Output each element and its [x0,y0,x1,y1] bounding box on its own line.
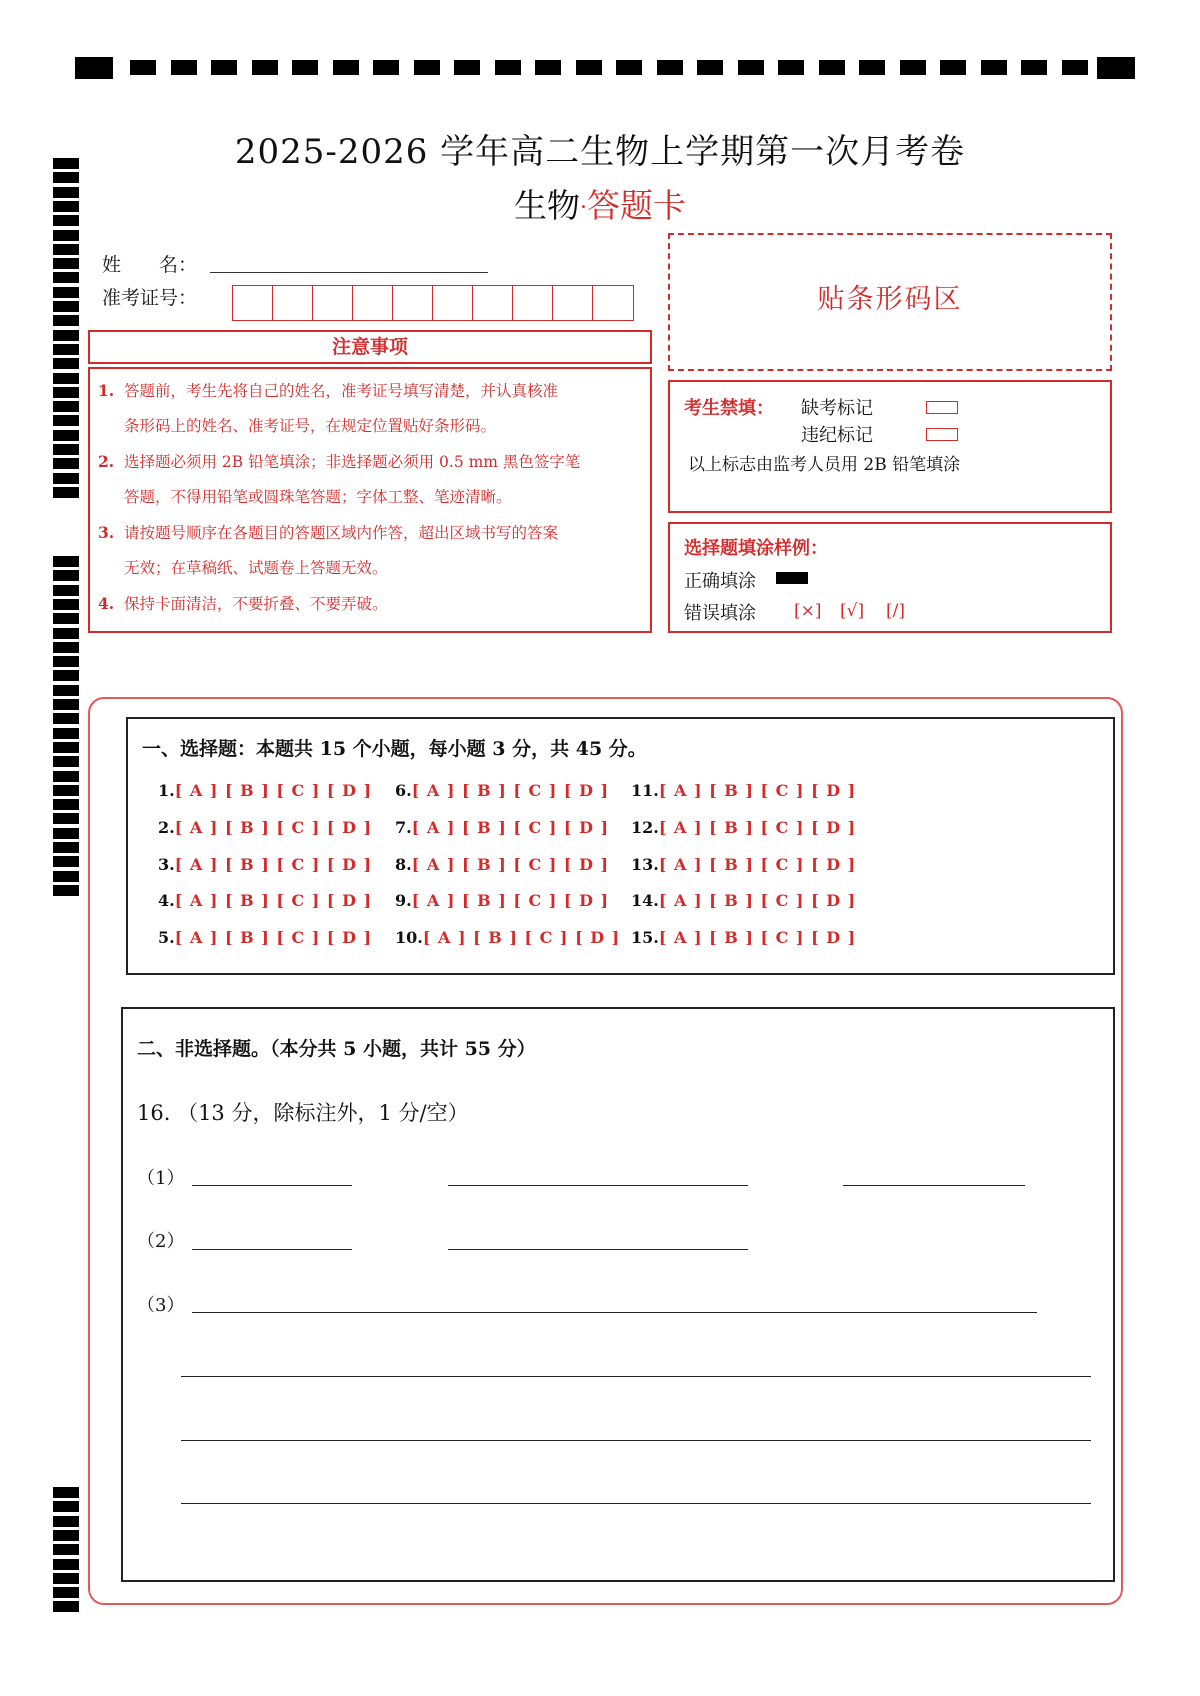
id-digit-box[interactable] [433,286,473,320]
question-number: 3. [158,855,175,874]
timing-mark [53,713,79,724]
note-item: 2. 选择题必须用 2B 铅笔填涂；非选择题必须用 0.5 mm 黑色签字笔 答题，不得用铅笔或圆珠笔答题；字体工整、笔迹清晰。 [98,452,581,506]
wrong-sample-slash: [/] [886,601,905,621]
id-digit-box[interactable] [353,286,393,320]
timing-mark [657,60,683,75]
timing-mark [53,373,79,384]
timing-mark [697,60,723,75]
timing-mark [53,487,79,498]
timing-mark [53,1573,79,1584]
choice-question[interactable] [158,855,372,874]
timing-mark [292,60,318,75]
timing-mark [53,570,79,581]
answer-options[interactable]: [ A ] [ B ] [ C ] [ D ] [658,928,857,947]
timing-mark [53,1544,79,1555]
timing-mark [252,60,278,75]
timing-mark [53,685,79,696]
timing-mark [454,60,480,75]
top-timing-marks [75,57,1135,79]
question-number: 15. [631,928,659,947]
section-written-title: 二、非选择题。（本分共 5 小题，共计 55 分） [137,1038,536,1060]
note-item: 1. 答题前，考生先将自己的姓名，准考证号填写清楚，并认真核准 条形码上的姓名、准考证号，在规定位置贴好条形码。 [98,381,559,435]
answer-options[interactable]: [ A ] [ B ] [ C ] [ D ] [411,891,610,910]
timing-mark [1062,60,1088,75]
choice-question[interactable] [631,818,856,837]
answer-line[interactable] [192,1249,352,1250]
notes-box [88,367,652,633]
timing-mark [75,57,113,79]
timing-mark [53,885,79,896]
timing-mark [53,244,79,255]
timing-mark [53,585,79,596]
timing-mark [53,330,79,341]
id-digit-box[interactable] [593,286,633,320]
choice-question[interactable] [158,928,372,947]
answer-options[interactable]: [ A ] [ B ] [ C ] [ D ] [411,818,610,837]
timing-mark [53,828,79,839]
id-digit-box[interactable] [313,286,353,320]
violation-mark-label: 违纪标记 [801,425,873,446]
section-written [121,1007,1115,1582]
question-number: 4. [158,891,175,910]
proctor-label: 考生禁填： [684,398,774,419]
timing-mark [53,756,79,767]
barcode-area: 贴条形码区 [668,233,1112,371]
timing-mark [778,60,804,75]
timing-mark [616,60,642,75]
answer-options[interactable]: [ A ] [ B ] [ C ] [ D ] [411,781,610,800]
timing-mark [333,60,359,75]
section-choice-title: 一、选择题：本题共 15 个小题，每小题 3 分，共 45 分。 [142,738,647,760]
fill-sample-title: 选择题填涂样例： [684,538,828,559]
answer-options[interactable]: [ A ] [ B ] [ C ] [ D ] [174,781,373,800]
subtitle-dot: · [580,195,587,221]
timing-mark [53,871,79,882]
answer-options[interactable]: [ A ] [ B ] [ C ] [ D ] [658,855,857,874]
timing-mark [53,344,79,355]
choice-question[interactable] [631,855,856,874]
timing-mark [1021,60,1047,75]
answer-line[interactable] [181,1376,1091,1377]
timing-mark [53,430,79,441]
timing-mark [535,60,561,75]
timing-mark [859,60,885,75]
timing-mark [738,60,764,75]
exam-subtitle [0,180,1200,227]
correct-fill-label: 正确填涂 [684,571,756,592]
timing-mark [53,1487,79,1498]
timing-mark [53,301,79,312]
answer-options[interactable]: [ A ] [ B ] [ C ] [ D ] [174,818,373,837]
absent-mark-label: 缺考标记 [801,398,873,419]
timing-mark [53,699,79,710]
timing-mark [53,599,79,610]
question-number: 5. [158,928,175,947]
timing-mark [53,1587,79,1598]
timing-mark [53,1559,79,1570]
exam-id-boxes[interactable] [232,285,634,321]
answer-line[interactable] [448,1185,748,1186]
question-number: 6. [395,781,412,800]
answer-options[interactable]: [ A ] [ B ] [ C ] [ D ] [174,855,373,874]
wrong-sample-x: [×] [794,601,822,621]
answer-line[interactable] [181,1440,1091,1441]
timing-mark [53,1516,79,1527]
question-number: 8. [395,855,412,874]
timing-mark [53,742,79,753]
timing-mark [53,415,79,426]
question-number: 13. [631,855,659,874]
timing-mark [53,401,79,412]
timing-mark [53,1530,79,1541]
timing-mark [53,387,79,398]
choice-question[interactable] [395,891,609,910]
timing-mark [53,842,79,853]
timing-mark [53,287,79,298]
wrong-fill-label: 错误填涂 [684,603,756,624]
fill-sample-box [668,522,1112,633]
choice-question[interactable] [158,818,372,837]
answer-options[interactable]: [ A ] [ B ] [ C ] [ D ] [658,818,857,837]
answer-line[interactable] [192,1312,1037,1313]
question-number: 10. [395,928,423,947]
wrong-sample-check: [√] [840,601,865,621]
question-16-header: 16. （13 分，除标注外，1 分/空） [137,1101,469,1125]
timing-mark [53,628,79,639]
question-number: 11. [631,781,659,800]
note-item: 4. 保持卡面清洁，不要折叠、不要弄破。 [98,594,388,613]
question-number: 12. [631,818,659,837]
timing-mark [53,1601,79,1612]
timing-mark [414,60,440,75]
id-digit-box[interactable] [393,286,433,320]
timing-mark [53,771,79,782]
timing-mark [53,728,79,739]
timing-mark [53,444,79,455]
answer-options[interactable]: [ A ] [ B ] [ C ] [ D ] [411,855,610,874]
choice-question[interactable] [158,891,372,910]
timing-mark [1097,57,1135,79]
proctor-note: 以上标志由监考人员用 2B 铅笔填涂 [688,455,961,475]
name-field[interactable] [210,272,488,273]
answer-options[interactable]: [ A ] [ B ] [ C ] [ D ] [658,891,857,910]
timing-mark [211,60,237,75]
timing-mark [53,799,79,810]
timing-mark [53,258,79,269]
left-timing-marks [53,0,79,1696]
timing-mark [53,358,79,369]
choice-question[interactable] [395,855,609,874]
name-label: 姓 名： [102,254,198,276]
timing-mark [576,60,602,75]
part-3-label: （3） [137,1295,185,1316]
timing-mark [900,60,926,75]
timing-mark [171,60,197,75]
subtitle-card: 答题卡 [587,186,686,225]
answer-line[interactable] [192,1185,352,1186]
timing-mark [53,813,79,824]
exam-title: 2025-2026 学年高二生物上学期第一次月考卷 [234,132,966,172]
question-number: 14. [631,891,659,910]
answer-options[interactable]: [ A ] [ B ] [ C ] [ D ] [174,891,373,910]
choice-question[interactable] [631,891,856,910]
id-digit-box[interactable] [553,286,593,320]
timing-mark [819,60,845,75]
absent-mark-box[interactable] [926,401,958,414]
subtitle-subject: 生物 [514,186,580,225]
answer-line[interactable] [448,1249,748,1250]
timing-mark [53,315,79,326]
notes-heading: 注意事项 [88,330,652,364]
timing-mark [53,473,79,484]
violation-mark-box[interactable] [926,428,958,441]
timing-mark [53,642,79,653]
timing-mark [53,785,79,796]
choice-question[interactable] [631,781,856,800]
timing-mark [53,856,79,867]
timing-mark [53,670,79,681]
timing-mark [130,60,156,75]
correct-fill-sample [776,572,808,584]
timing-mark [940,60,966,75]
choice-question[interactable] [631,928,856,947]
choice-question[interactable] [395,781,609,800]
timing-mark [53,1501,79,1512]
timing-mark [981,60,1007,75]
answer-line[interactable] [181,1503,1091,1504]
part-2-label: （2） [137,1231,185,1252]
question-number: 9. [395,891,412,910]
question-number: 1. [158,781,175,800]
answer-line[interactable] [843,1185,1025,1186]
timing-mark [53,230,79,241]
proctor-box [668,380,1112,513]
choice-question[interactable] [158,781,372,800]
timing-mark [495,60,521,75]
question-number: 7. [395,818,412,837]
id-digit-box[interactable] [233,286,273,320]
choice-question[interactable] [395,928,620,947]
timing-mark [53,613,79,624]
timing-mark [53,272,79,283]
section-choice [126,717,1115,975]
answer-options[interactable]: [ A ] [ B ] [ C ] [ D ] [174,928,373,947]
answer-options[interactable]: [ A ] [ B ] [ C ] [ D ] [422,928,621,947]
timing-mark [53,556,79,567]
timing-mark [53,656,79,667]
id-digit-box[interactable] [273,286,313,320]
question-number: 2. [158,818,175,837]
timing-mark [53,458,79,469]
answer-options[interactable]: [ A ] [ B ] [ C ] [ D ] [658,781,857,800]
part-1-label: （1） [137,1168,185,1189]
choice-question[interactable] [395,818,609,837]
id-digit-box[interactable] [473,286,513,320]
exam-id-label: 准考证号： [102,287,198,309]
id-digit-box[interactable] [513,286,553,320]
timing-mark [373,60,399,75]
note-item: 3. 请按题号顺序在各题目的答题区域内作答，超出区域书写的答案 无效；在草稿纸、试题卷上答题无效。 [98,523,559,577]
